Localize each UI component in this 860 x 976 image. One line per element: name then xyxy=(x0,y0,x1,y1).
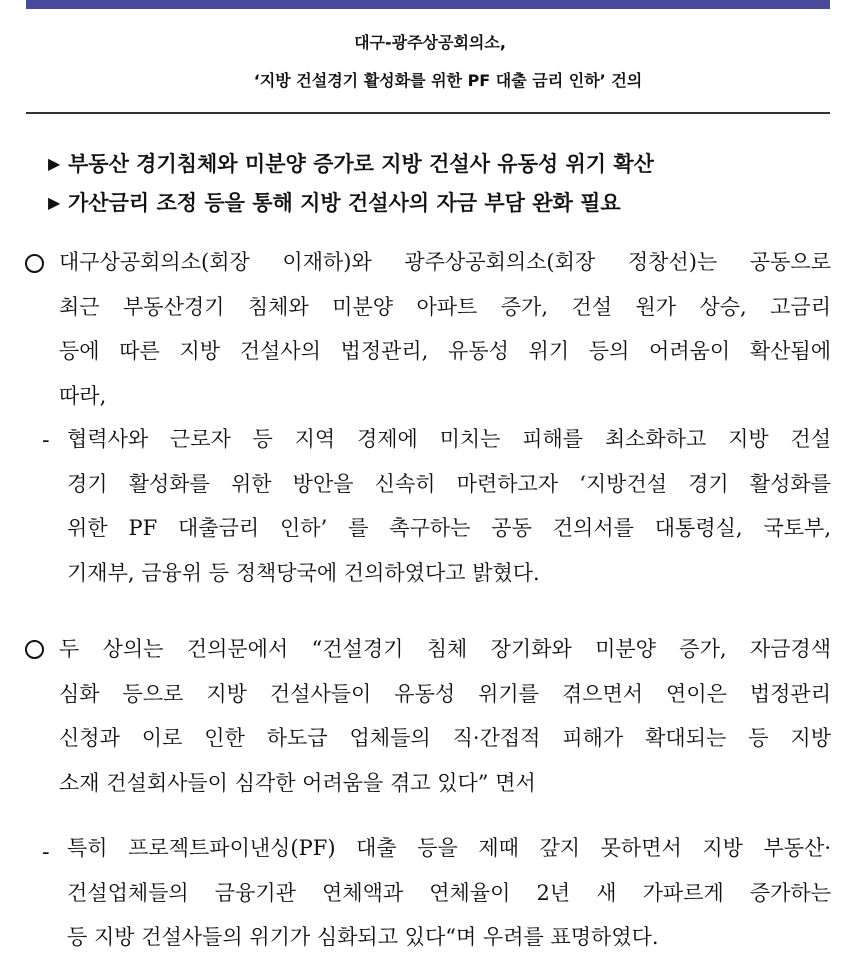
summary-bullet-2 xyxy=(48,187,621,217)
page-title-line-1: 대구-광주상공회의소, xyxy=(354,33,506,52)
paragraph-line: 기재부, 금융위 등 정책당국에 건의하였다고 밝혔다. xyxy=(67,561,540,586)
paragraph-line: 건설업체들의 금융기관 연체액과 연체율이 2년 새 가파르게 증가하는 xyxy=(67,880,831,905)
paragraph-line: 최근 부동산경기 침체와 미분양 아파트 증가, 건설 원가 상승, 고금리 xyxy=(59,294,831,319)
paragraph-line: 협력사와 근로자 등 지역 경제에 미치는 피해를 최소화하고 지방 건설 xyxy=(67,427,831,451)
paragraph-line: 심화 등으로 지방 건설사들이 유동성 위기를 겪으면서 연이은 법정관리 xyxy=(59,681,831,706)
paragraph-2-sub xyxy=(67,826,831,960)
paragraph-line: 대구상공회의소(회장 이재하)와 광주상공회의소(회장 정창선)는 공동으로 xyxy=(59,250,831,274)
paragraph-line: 특히 프로젝트파이낸싱(PF) 대출 등을 제때 갚지 못하면서 지방 부동산· xyxy=(67,836,831,860)
paragraph-line: 위한 PF 대출금리 인하’ 를 촉구하는 공동 건의서를 대통령실, 국토부, xyxy=(67,516,831,541)
paragraph-1 xyxy=(59,240,831,419)
paragraph-line: 등 지방 건설사들의 위기가 심화되고 있다“며 우려를 표명하였다. xyxy=(67,925,659,950)
dash-marker: - xyxy=(42,840,50,864)
paragraph-line: 등에 따른 지방 건설사의 법정관리, 유동성 위기 등의 어려움이 확산됨에 xyxy=(59,339,831,364)
summary-bullet-text: 가산금리 조정 등을 통해 지방 건설사의 자금 부담 완화 필요 xyxy=(68,191,621,215)
top-accent-bar xyxy=(26,0,830,9)
dash-marker: - xyxy=(42,428,50,452)
paragraph-2 xyxy=(59,627,831,806)
title-divider xyxy=(26,112,830,114)
hollow-circle-bullet-icon xyxy=(25,640,44,659)
triangle-right-icon: ▶ xyxy=(48,154,61,173)
paragraph-line: 두 상의는 건의문에서 “건설경기 침체 장기화와 미분양 증가, 자금경색 xyxy=(59,637,831,661)
paragraph-line: 경기 활성화를 위한 방안을 신속히 마련하고자 ‘지방건설 경기 활성화를 xyxy=(67,471,831,496)
paragraph-1-sub xyxy=(67,417,831,596)
page-title-line-2: ‘지방 건설경기 활성화를 위한 PF 대출 금리 인하’ 건의 xyxy=(253,71,643,90)
paragraph-line: 소재 건설회사들이 심각한 어려움을 겪고 있다” 면서 xyxy=(59,771,536,796)
hollow-circle-bullet-icon xyxy=(25,254,44,273)
paragraph-line: 따라, xyxy=(59,384,107,409)
paragraph-line: 신청과 이로 인한 하도급 업체들의 직·간접적 피해가 확대되는 등 지방 xyxy=(59,726,831,751)
summary-bullet-text: 부동산 경기침체와 미분양 증가로 지방 건설사 유동성 위기 확산 xyxy=(68,152,654,176)
summary-bullet-1 xyxy=(48,148,654,178)
triangle-right-icon: ▶ xyxy=(48,193,61,212)
